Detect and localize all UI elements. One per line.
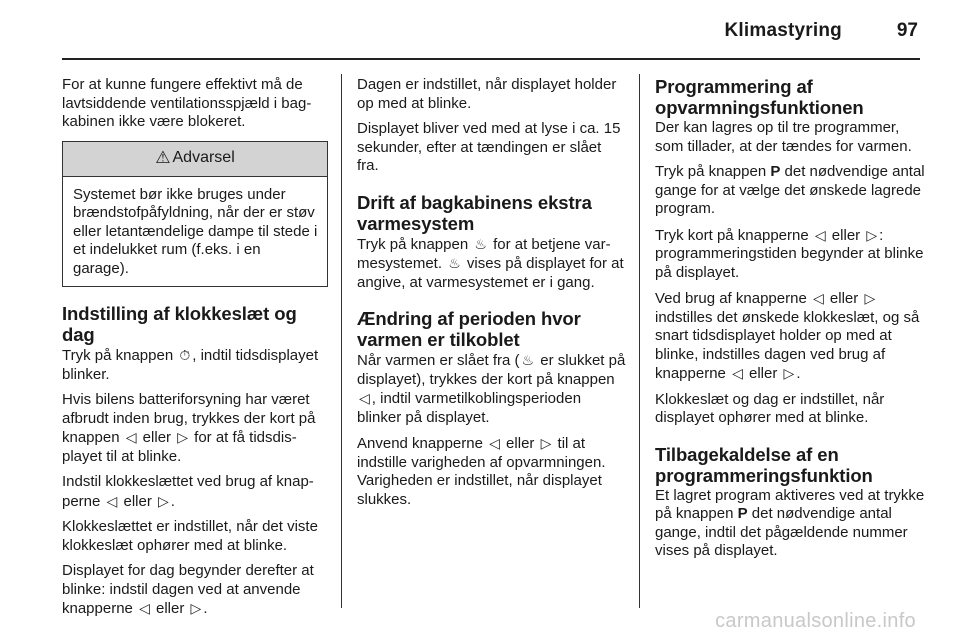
left-arrow-icon: ◁ bbox=[814, 226, 826, 243]
heater-icon: ♨ bbox=[474, 235, 487, 252]
paragraph: Der kan lagres op til tre programmer, som tillader, at der tændes for varmen. bbox=[655, 119, 912, 155]
paragraph: Klokkeslæt og dag er indstillet, når displayet ophører med at blinke. bbox=[655, 390, 885, 426]
p-key-label: P bbox=[737, 505, 748, 522]
clock-icon: ⏱ bbox=[179, 347, 191, 363]
right-arrow-icon: ▷ bbox=[864, 290, 876, 306]
paragraph: Displayet for dag begynder derefter at blinke: indstil dagen ved at anvende knapperne ◁ eller ▷ . bbox=[62, 562, 314, 617]
left-arrow-icon: ◁ bbox=[106, 492, 118, 509]
header-divider bbox=[62, 58, 920, 60]
right-arrow-icon: ▷ bbox=[783, 365, 795, 381]
heater-icon: ♨ bbox=[448, 255, 461, 271]
right-arrow-icon: ▷ bbox=[158, 492, 169, 509]
column-1 bbox=[62, 76, 328, 626]
column-divider-2 bbox=[639, 74, 640, 608]
paragraph: Displayet bliver ved med at lyse i ca. 15 sekunder, efter at tændingen er slået fra. bbox=[357, 120, 621, 174]
watermark: carmanualsonline.info bbox=[715, 610, 916, 632]
page-title: Klimastyring bbox=[724, 20, 842, 41]
warning-header bbox=[63, 142, 327, 177]
section-title-heating-period: Ændring af perioden hvor varmen er tilkoblet bbox=[357, 308, 581, 350]
intro-paragraph: For at kunne fungere effektivt må de lavtsiddende ventilationsspjæld i bagkabinen ikke være blokeret. bbox=[62, 76, 312, 130]
right-arrow-icon: ▷ bbox=[866, 226, 878, 243]
warning-body: Systemet bør ikke bruges under brændstofpåfyldning, når der er støv eller letantændelige dampe til stede i et indelukket rum (f.eks. i en garage). bbox=[73, 185, 318, 277]
paragraph: Klokkeslættet er indstillet, når det viste klokkeslæt ophører med at blinke. bbox=[62, 518, 318, 554]
paragraph: Ved brug af knapperne ◁ eller ▷ indstilles det ønskede klokkeslæt, og så snart tidsdisplayet holder op med at blinke, indstilles dagen ved brug af knapperne ◁ eller ▷ . bbox=[655, 290, 920, 382]
right-arrow-icon: ▷ bbox=[190, 600, 202, 616]
column-2 bbox=[357, 76, 627, 516]
column-divider-1 bbox=[341, 74, 342, 608]
warning-triangle-icon: ⚠ bbox=[155, 148, 171, 168]
paragraph: Hvis bilens batteriforsyning har været afbrudt inden brug, trykkes der kort på knappen ◁ eller ▷ for at få tidsdisplayet til at blinke. bbox=[62, 391, 316, 465]
warning-title: Advarsel bbox=[172, 149, 235, 167]
right-arrow-icon: ▷ bbox=[540, 435, 552, 451]
paragraph: Tryk på knappen ♨ for at betjene varmesystemet. ♨ vises på displayet for at angive, at varmesystemet er i gang. bbox=[357, 235, 624, 291]
paragraph: Tryk på knappen P det nødvendige antal gange for at vælge det ønskede lagrede program. bbox=[655, 163, 925, 217]
left-arrow-icon: ◁ bbox=[139, 600, 150, 616]
paragraph: Anvend knapperne ◁ eller ▷ til at indstille varigheden af opvarmningen. Varigheden er indstillet, når displayet slukkes. bbox=[357, 435, 606, 508]
section-title-time-day: Indstilling af klokkeslæt og dag bbox=[62, 303, 297, 345]
p-key-label: P bbox=[770, 163, 781, 180]
paragraph: Et lagret program aktiveres ved at trykke på knappen P det nødvendige antal gange, indtil det pågældende nummer vises på displayet. bbox=[655, 486, 925, 559]
paragraph: Når varmen er slået fra ( ♨ er slukket på displayet), trykkes der kort på knappen ◁ , indtil varmetilkoblingsperioden blinker på displayet. bbox=[357, 352, 626, 426]
left-arrow-icon: ◁ bbox=[359, 390, 370, 406]
paragraph: Dagen er indstillet, når displayet holder op med at blinke. bbox=[357, 76, 617, 112]
heater-icon: ♨ bbox=[521, 352, 535, 368]
paragraph: Indstil klokkeslættet ved brug af knapperne ◁ eller ▷ . bbox=[62, 473, 314, 510]
left-arrow-icon: ◁ bbox=[732, 365, 743, 381]
section-title-recall: Tilbagekaldelse af en programmeringsfunktion bbox=[655, 443, 873, 486]
left-arrow-icon: ◁ bbox=[489, 435, 500, 451]
section-title-programming: Programmering af opvarmningsfunktionen bbox=[655, 76, 864, 118]
paragraph: Tryk på knappen ⏱ , indtil tidsdisplayet blinker. bbox=[62, 347, 319, 383]
left-arrow-icon: ◁ bbox=[125, 429, 137, 445]
column-3 bbox=[655, 76, 925, 568]
left-arrow-icon: ◁ bbox=[812, 290, 824, 306]
right-arrow-icon: ▷ bbox=[177, 429, 188, 445]
paragraph: Tryk kort på knapperne ◁ eller ▷ : programmeringstiden begynder at blinke på displayet. bbox=[655, 226, 924, 281]
page-number: 97 bbox=[896, 20, 918, 41]
section-title-rear-heater: Drift af bagkabinens ekstra varmesystem bbox=[357, 191, 592, 234]
warning-box bbox=[62, 141, 328, 288]
page-header bbox=[0, 0, 960, 60]
